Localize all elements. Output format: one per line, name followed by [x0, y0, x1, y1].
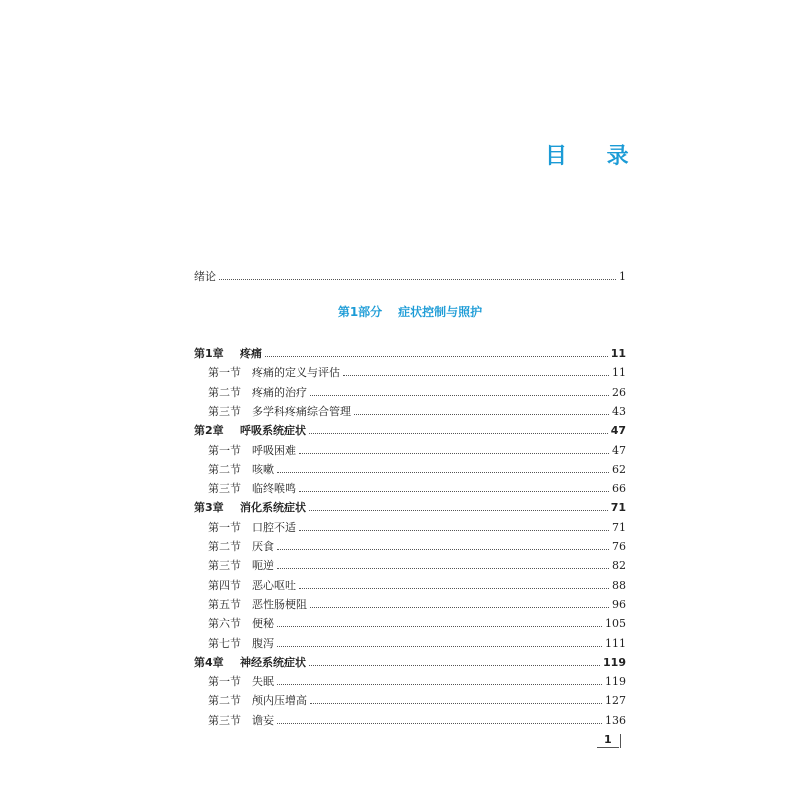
page-number: 1 — [604, 733, 612, 746]
section-number: 第二节 — [208, 385, 241, 399]
toc-entry-section[interactable] — [208, 596, 626, 614]
section-page: 127 — [605, 694, 626, 708]
section-number: 第三节 — [208, 404, 241, 418]
section-page: 105 — [605, 617, 626, 631]
section-title: 腹泻 — [252, 636, 274, 650]
dot-leader — [310, 394, 609, 396]
chapter-number: 第3章 — [194, 501, 224, 515]
section-title: 咳嗽 — [252, 462, 274, 476]
section-page: 111 — [605, 636, 626, 650]
section-number: 第一节 — [208, 520, 241, 534]
dot-leader — [309, 664, 600, 666]
chapter-title: 疼痛 — [240, 347, 262, 360]
dot-leader — [277, 567, 609, 569]
section-number: 第二节 — [208, 462, 241, 476]
toc-entry-section[interactable] — [208, 480, 626, 498]
toc-entry-section[interactable] — [208, 403, 626, 421]
dot-leader — [310, 702, 602, 704]
section-page: 71 — [612, 520, 626, 534]
toc-entry-section[interactable] — [208, 557, 626, 575]
section-number: 第三节 — [208, 713, 241, 727]
section-title: 临终喉鸣 — [252, 482, 296, 496]
toc-entry-section[interactable] — [208, 712, 626, 730]
section-number: 第六节 — [208, 617, 241, 631]
toc-entry-section[interactable] — [208, 519, 626, 537]
chapter-page: 71 — [610, 501, 626, 515]
section-page: 82 — [612, 559, 626, 573]
section-title: 疼痛的治疗 — [252, 385, 307, 399]
footer-rule-vertical — [620, 734, 621, 748]
section-page: 11 — [612, 366, 626, 380]
dot-leader — [277, 471, 609, 473]
section-number: 第一节 — [208, 443, 241, 457]
part-title: 症状控制与照护 — [398, 305, 483, 319]
section-number: 第四节 — [208, 578, 241, 592]
dot-leader — [299, 452, 609, 454]
chapter-title: 消化系统症状 — [240, 501, 306, 515]
toc-entry-section[interactable] — [208, 384, 626, 402]
dot-leader — [219, 278, 616, 280]
section-page: 119 — [605, 675, 626, 689]
section-number: 第一节 — [208, 675, 241, 689]
section-page: 26 — [612, 385, 626, 399]
dot-leader — [299, 490, 609, 492]
chapter-number: 第1章 — [194, 347, 224, 360]
section-page: 136 — [605, 713, 626, 727]
toc-entry-section[interactable] — [208, 635, 626, 653]
toc-entry-section[interactable] — [208, 673, 626, 691]
page-title: 目 录 — [545, 144, 645, 169]
dot-leader — [265, 355, 608, 357]
section-title: 多学科疼痛综合管理 — [252, 404, 351, 418]
intro-page: 1 — [619, 270, 626, 283]
chapter-page: 47 — [610, 424, 626, 438]
section-title: 疼痛的定义与评估 — [252, 366, 340, 380]
section-page: 96 — [612, 597, 626, 611]
dot-leader — [277, 645, 602, 647]
toc-entry-section[interactable] — [208, 577, 626, 595]
section-page: 47 — [612, 443, 626, 457]
chapter-page: 11 — [610, 347, 626, 360]
section-number: 第二节 — [208, 540, 241, 553]
chapter-page: 119 — [603, 655, 626, 669]
section-title: 呼吸困难 — [252, 443, 296, 457]
intro-title: 绪论 — [194, 270, 216, 283]
section-number: 第五节 — [208, 597, 241, 611]
section-number: 第一节 — [208, 366, 241, 380]
toc-entry-section[interactable] — [208, 364, 626, 382]
section-title: 口腔不适 — [252, 520, 296, 534]
toc-entry-chapter[interactable] — [194, 499, 626, 517]
toc-entry-section[interactable] — [208, 442, 626, 460]
toc-entry-chapter[interactable] — [194, 422, 626, 440]
dot-leader — [277, 722, 602, 724]
section-number: 第二节 — [208, 694, 241, 708]
dot-leader — [277, 548, 609, 550]
section-page: 43 — [612, 404, 626, 418]
section-title: 恶性肠梗阻 — [252, 597, 307, 611]
section-title: 恶心呕吐 — [252, 578, 296, 592]
section-number: 第三节 — [208, 559, 241, 573]
chapter-title: 神经系统症状 — [240, 655, 306, 669]
section-title: 谵妄 — [252, 713, 274, 727]
footer-rule — [597, 747, 619, 748]
toc-entry-section[interactable] — [208, 692, 626, 710]
section-number: 第七节 — [208, 636, 241, 650]
toc-entry-section[interactable] — [208, 461, 626, 479]
chapter-number: 第4章 — [194, 655, 224, 669]
toc-entry-section[interactable] — [208, 538, 626, 556]
toc-entry-chapter[interactable] — [194, 345, 626, 363]
section-number: 第三节 — [208, 482, 241, 496]
part-heading — [194, 303, 626, 320]
section-title: 失眠 — [252, 675, 274, 689]
section-page: 66 — [612, 482, 626, 496]
dot-leader — [310, 606, 609, 608]
section-title: 颅内压增高 — [252, 694, 307, 708]
section-page: 62 — [612, 462, 626, 476]
dot-leader — [299, 587, 609, 589]
dot-leader — [343, 374, 609, 376]
part-number: 第1部分 — [337, 305, 383, 319]
section-page: 76 — [612, 540, 626, 553]
section-page: 88 — [612, 578, 626, 592]
dot-leader — [299, 529, 609, 531]
toc-entry-section[interactable] — [208, 615, 626, 633]
chapter-title: 呼吸系统症状 — [240, 424, 306, 438]
dot-leader — [277, 683, 602, 685]
dot-leader — [309, 509, 608, 511]
section-title: 厌食 — [252, 540, 274, 553]
section-title: 便秘 — [252, 617, 274, 631]
chapter-number: 第2章 — [194, 424, 224, 438]
toc-entry-chapter[interactable] — [194, 654, 626, 672]
dot-leader — [277, 625, 602, 627]
section-title: 呃逆 — [252, 559, 274, 573]
toc-entry-intro[interactable] — [194, 268, 626, 286]
dot-leader — [354, 413, 609, 415]
dot-leader — [309, 432, 608, 434]
